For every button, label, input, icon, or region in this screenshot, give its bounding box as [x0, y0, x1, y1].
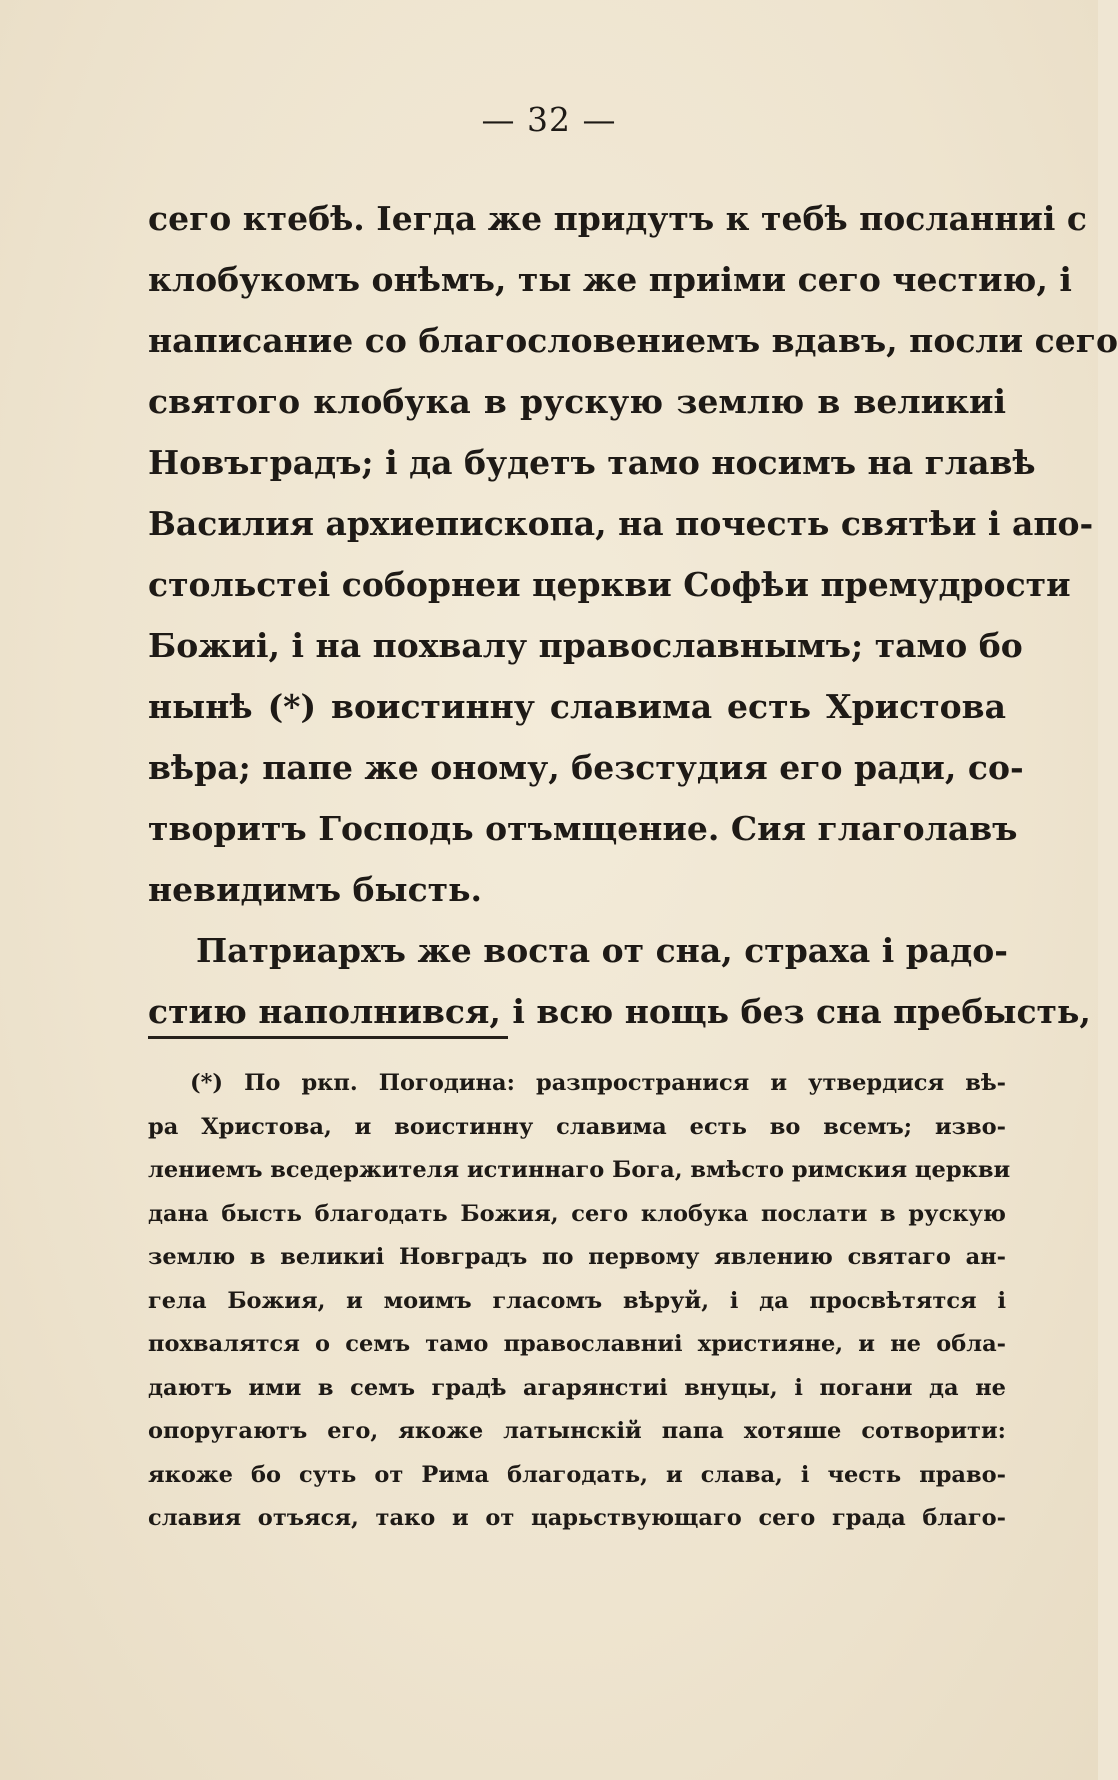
text-line: клобукомъ онѣмъ, ты же приіми сего честию, і: [148, 260, 1072, 299]
footnote-line: похвалятся о семъ тамо православниі християне, и не обла-: [148, 1331, 1006, 1357]
page-number: — 32 —: [481, 100, 617, 139]
main-text: [148, 188, 1118, 1042]
footnote-line: (*) По ркп. Погодина: разпространися и утвердися вѣ-: [190, 1070, 1006, 1096]
footnote-line: даютъ ими в семъ градѣ агарянстиі внуцы, і погани да не: [148, 1374, 1006, 1401]
footnote-divider: [148, 1036, 508, 1039]
text-line: святого клобука в рускую землю в великиі: [148, 382, 1006, 421]
footnote-line: якоже бо суть от Рима благодать, и слава, і честь право-: [148, 1461, 1006, 1488]
text-line: написание со благословениемъ вдавъ, посли сего: [148, 321, 1118, 360]
footnote: [148, 1062, 1011, 1541]
text-line: Василия архиепископа, на почесть святѣи і апо-: [148, 504, 1094, 543]
text-line: невидимъ бысть.: [148, 870, 483, 909]
text-line: стольстеі соборнеи церкви Софѣи премудрости: [148, 565, 1071, 604]
footnote-line: лениемъ вседержителя истиннаго Бога, вмѣсто римския церкви: [148, 1157, 1011, 1183]
footnote-line: гела Божия, и моимъ гласомъ вѣруй, і да просвѣтятся і: [148, 1287, 1006, 1314]
footnote-line: опоругаютъ его, якоже латынскій папа хотяше сотворити:: [148, 1418, 1006, 1444]
text-line: вѣра; папе же оному, безстудия его ради, со-: [148, 748, 1024, 787]
text-line: Патриархъ же воста от сна, страха і радо-: [196, 931, 1008, 970]
text-line: стию наполнився, і всю нощь без сна пребысть,: [148, 992, 1091, 1031]
text-line: творитъ Господь отъмщение. Сия глаголавъ: [148, 809, 1018, 848]
footnote-line: славия отъяся, тако и от царьствующаго сего града благо-: [148, 1505, 1006, 1531]
text-line: нынѣ (*) воистинну славима есть Христова: [148, 687, 1006, 726]
text-line: сего ктебѣ. Іегда же придутъ к тебѣ посланниі с: [148, 199, 1087, 238]
footnote-line: дана бысть благодать Божия, сего клобука послати в рускую: [148, 1200, 1006, 1227]
footnote-line: ра Христова, и воистинну славима есть во всемъ; изво-: [148, 1113, 1006, 1140]
text-line: Божиі, і на похвалу православнымъ; тамо бо: [148, 626, 1023, 665]
footnote-line: землю в великиі Новградъ по первому явлению святаго ан-: [148, 1244, 1006, 1270]
text-line: Новъградъ; і да будетъ тамо носимъ на главѣ: [148, 443, 1036, 482]
